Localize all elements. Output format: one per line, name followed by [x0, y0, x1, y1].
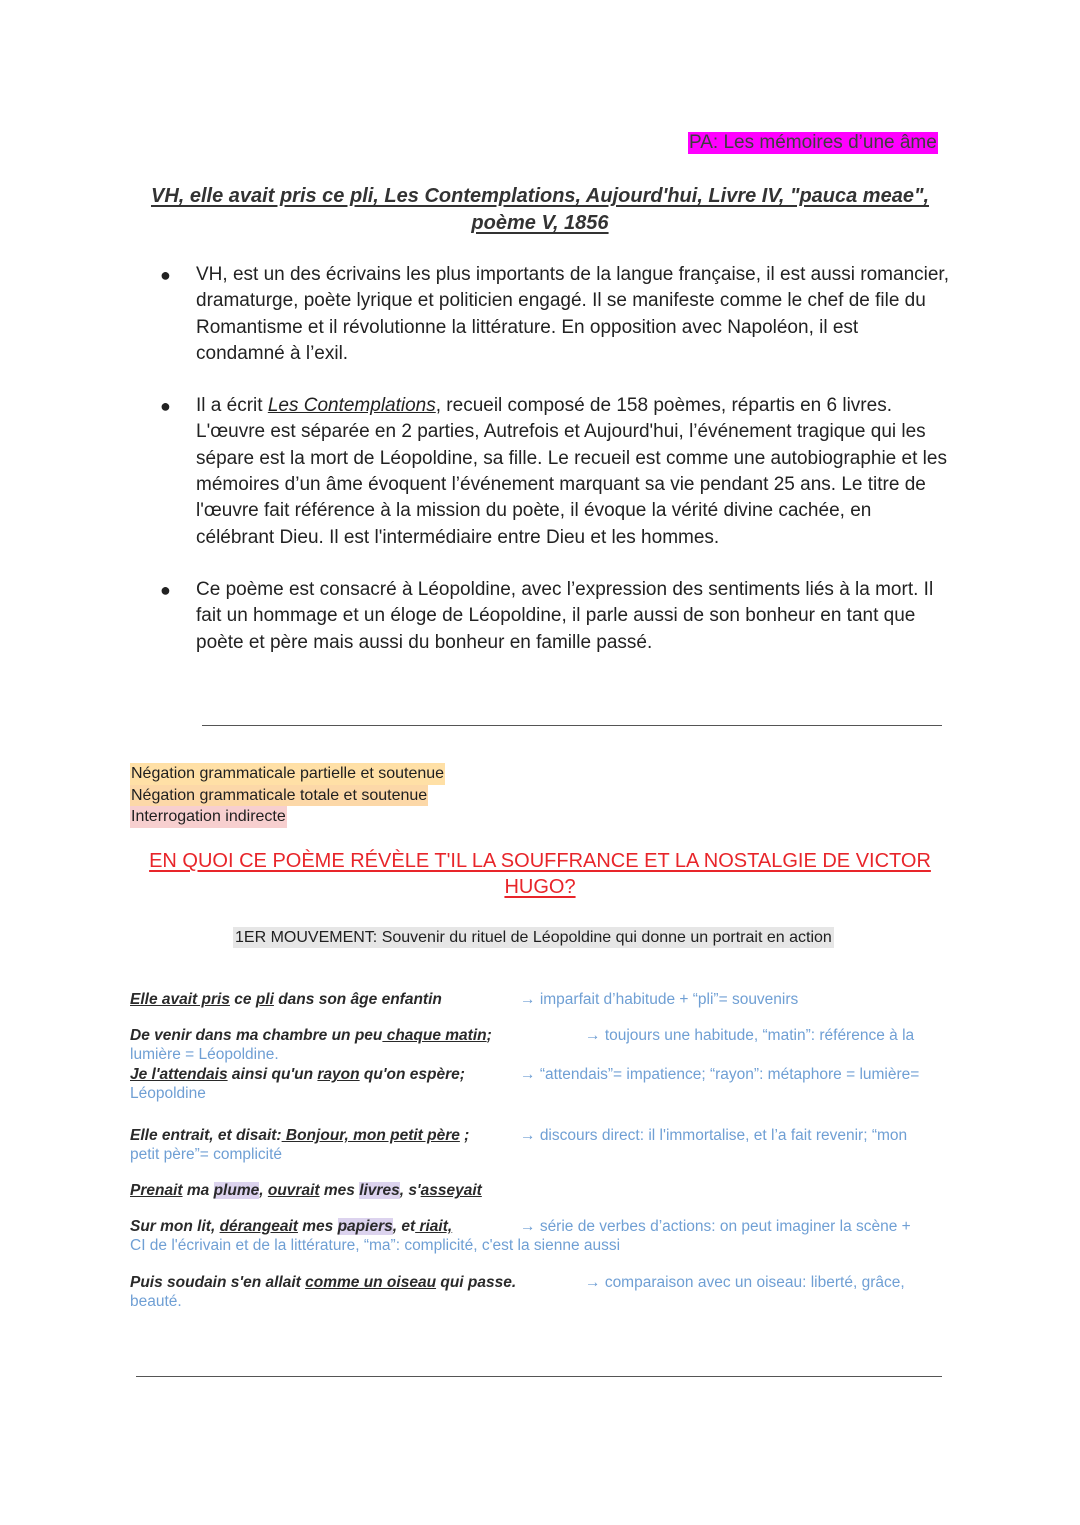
- bullet-item: [160, 393, 950, 551]
- verse-text: Je l'attendais ainsi qu'un rayon qu'on espère;: [130, 1066, 465, 1083]
- arrow-right-icon: →: [520, 1066, 536, 1083]
- arrow-right-icon: →: [520, 1127, 536, 1144]
- divider: [202, 725, 942, 726]
- analysis-note: → discours direct: il l'immortalise, et l’a fait revenir; “mon: [520, 1127, 908, 1144]
- analysis-note-cont: petit père”= complicité: [130, 1146, 283, 1163]
- arrow-right-icon: →: [520, 991, 536, 1008]
- title-line-2: poème V, 1856: [471, 212, 609, 234]
- bullet-dot-icon: ●: [160, 396, 171, 417]
- verse-text: Sur mon lit, dérangeait mes papiers, et riait,: [130, 1218, 453, 1235]
- pa-tag: PA: Les mémoires d’une âme: [689, 132, 937, 153]
- arrow-right-icon: →: [585, 1274, 601, 1291]
- bullet-item: [160, 262, 950, 367]
- color-legend: [130, 763, 445, 828]
- arrow-right-icon: →: [520, 1218, 536, 1235]
- bullet-item: [160, 577, 950, 656]
- movement-heading: 1ER MOUVEMENT: Souvenir du rituel de Léopoldine qui donne un portrait en action: [235, 929, 832, 946]
- arrow-right-icon: →: [585, 1027, 601, 1044]
- analysis-note: → comparaison avec un oiseau: liberté, grâce,: [585, 1274, 905, 1291]
- verse-analysis: [130, 1181, 950, 1200]
- question-line-1: EN QUOI CE POÈME RÉVÈLE T'IL LA SOUFFRANCE ET LA NOSTALGIE DE VICTOR: [149, 850, 931, 872]
- analysis-note-cont: CI de l'écrivain et de la littérature, “ma”: complicité, c'est la sienne aussi: [130, 1237, 621, 1254]
- verse-analysis: [130, 1026, 950, 1064]
- analysis-note: → toujours une habitude, “matin”: référence à la: [585, 1027, 915, 1044]
- legend-item: Interrogation indirecte: [130, 806, 287, 828]
- legend-item: Négation grammaticale totale et soutenue: [130, 785, 428, 807]
- verse-analysis: [130, 1065, 950, 1103]
- intro-bullets: [160, 262, 950, 682]
- title-line-1: VH, elle avait pris ce pli, Les Contemplations, Aujourd'hui, Livre IV, "pauca meae",: [150, 185, 930, 207]
- bullet-text: VH, est un des écrivains les plus importants de la langue française, il est aussi romancier, dramaturge, poète lyrique et politicien engagé. Il se manifeste comme le chef de file du Romantisme et il révolutionne la littérature. En opposition avec Napoléon, il est condamné à l’exil.: [196, 264, 949, 364]
- analysis-note: → “attendais”= impatience; “rayon”: métaphore = lumière=: [520, 1066, 920, 1083]
- analysis-note-cont: beauté.: [130, 1293, 182, 1310]
- verse-analysis: [130, 1126, 950, 1164]
- verse-text: De venir dans ma chambre un peu chaque matin;: [130, 1027, 492, 1044]
- document-title: [120, 183, 960, 237]
- bullet-text: Ce poème est consacré à Léopoldine, avec l’expression des sentiments liés à la mort. Il fait un hommage et un éloge de Léopoldine, il parle aussi de son bonheur en tant que poète et père mais aussi du bonheur en famille passé.: [196, 578, 934, 653]
- analysis-note: → imparfait d’habitude + “pli”= souvenirs: [520, 991, 799, 1008]
- problematic-question: [135, 848, 945, 900]
- analysis-note: → série de verbes d’actions: on peut imaginer la scène +: [520, 1218, 911, 1235]
- bullet-dot-icon: ●: [160, 265, 171, 285]
- legend-item: Négation grammaticale partielle et soutenue: [130, 763, 445, 785]
- verse-analysis: [130, 1217, 950, 1255]
- verse-analysis: [130, 990, 950, 1009]
- divider: [136, 1376, 942, 1377]
- bullet-dot-icon: ●: [160, 579, 171, 600]
- verse-analysis: [130, 1273, 950, 1311]
- verse-text: Elle entrait, et disait: Bonjour, mon petit père ;: [130, 1127, 470, 1144]
- analysis-note-cont: Léopoldine: [130, 1085, 206, 1102]
- bullet-text: Il a écrit Les Contemplations, recueil composé de 158 poèmes, répartis en 6 livres. L'œuvre est séparée en 2 parties, Autrefois et Aujourd'hui, l’événement tragique qui les sépare est la mort de Léopoldine, sa fille. Le recueil est comme une autobiographie et les mémoires d’un âme évoquent l’événement marquant sa vie pendant 25 ans. Le titre de l'œuvre fait référence à la mission du poète, il évoque la vérité divine cachée, en célébrant Dieu. Il est l'intermédiaire entre Dieu et les hommes.: [196, 395, 947, 548]
- analysis-note-cont: lumière = Léopoldine.: [130, 1046, 279, 1063]
- verse-text: Puis soudain s'en allait comme un oiseau qui passe.: [130, 1274, 517, 1291]
- verse-text: Prenait ma plume, ouvrait mes livres, s'asseyait: [130, 1182, 482, 1199]
- verse-text: Elle avait pris ce pli dans son âge enfantin: [130, 991, 442, 1008]
- work-title: Les Contemplations: [267, 395, 436, 417]
- question-line-2: HUGO?: [504, 876, 576, 898]
